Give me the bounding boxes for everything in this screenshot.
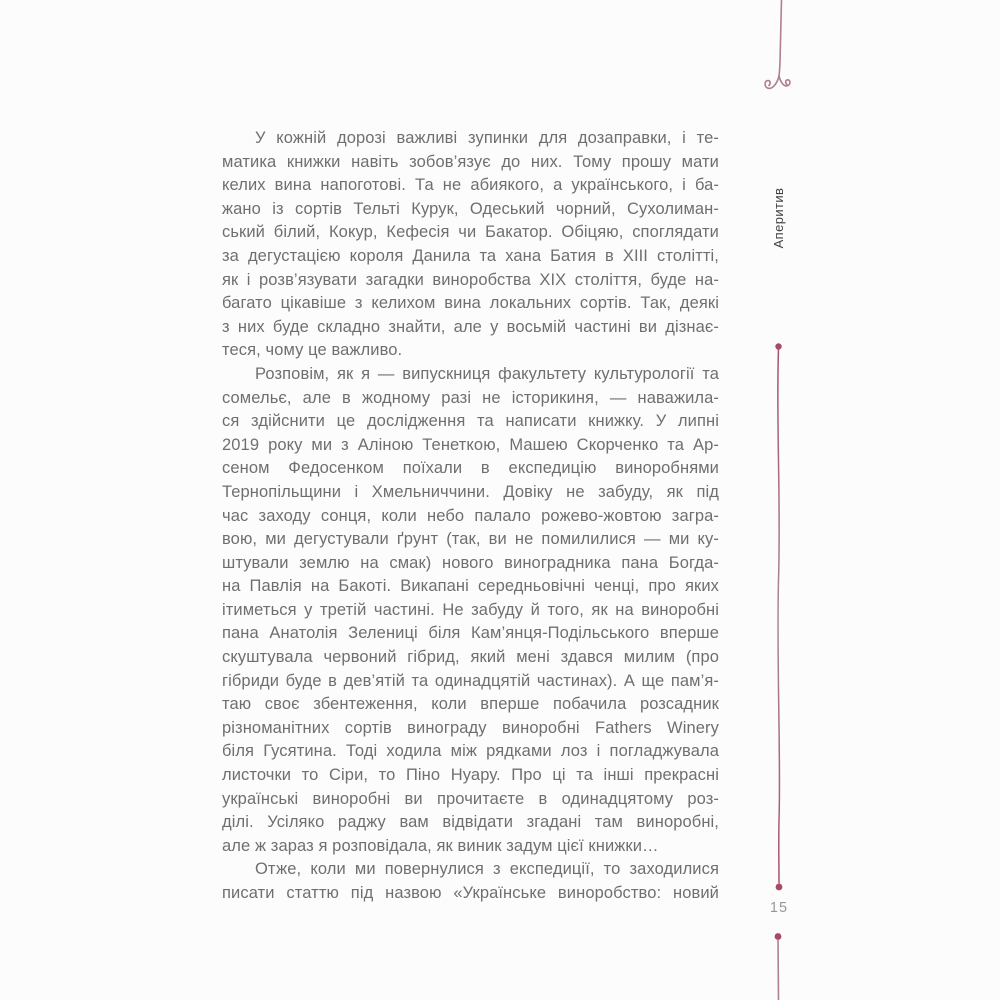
vine-ornament-middle-icon bbox=[775, 343, 782, 890]
text-line: ділі. Усіляко раджу вам відвідати згадані там виноробні, bbox=[222, 813, 719, 832]
text-line: Тернопільщини і Хмельниччини. Довіку не забуду, як під bbox=[222, 482, 719, 501]
text-line: пана Анатолія Зелениці біля Кам’янця-Подільського вперше bbox=[222, 624, 719, 643]
page-number: 15 bbox=[769, 900, 789, 916]
text-line: з них буде складно знайти, але у восьмій частині ви дізнає- bbox=[222, 317, 719, 336]
text-line: гібриди буде в дев’ятій та одинадцятій частинах). А ще пам’я- bbox=[222, 671, 719, 690]
text-line: Отже, коли ми повернулися з експедиції, то заходилися bbox=[255, 860, 719, 879]
text-line: ітиметься у третій частині. Не забуду й того, як на виноробні bbox=[222, 600, 719, 619]
text-line: жано із сортів Тельті Курук, Одеський чорний, Сухолиман- bbox=[222, 199, 719, 218]
text-line: вою, ми дегустували ґрунт (так, ви не помилилися — ми ку- bbox=[222, 530, 719, 549]
text-line: штували землю на смак) нового виноградника пана Богда- bbox=[222, 553, 719, 572]
vine-ornament-icon bbox=[750, 0, 810, 1000]
text-line: за дегустацією короля Данила та хана Батия в XIII столітті, bbox=[222, 246, 719, 265]
text-line: ський білий, Кокур, Кефесія чи Бакатор. Обіцяю, споглядати bbox=[222, 223, 719, 242]
text-block bbox=[222, 127, 719, 906]
text-line: на Павлія на Бакоті. Викапані середньовічні ченці, про яких bbox=[222, 577, 719, 596]
text-line: скуштувала червоний гібрид, який мені здався милим (про bbox=[222, 648, 719, 667]
text-line: листочки то Сіри, то Піно Нуару. Про ці та інші прекрасні bbox=[222, 766, 719, 785]
text-line: сеном Федосенком поїхали в експедицію виноробнями bbox=[222, 459, 719, 478]
text-line: час заходу сонця, коли небо палало рожево-жовтою загра- bbox=[222, 506, 719, 525]
paragraph bbox=[222, 363, 719, 858]
paragraph bbox=[222, 858, 719, 905]
text-line: як і розв’язувати загадки виноробства XIX століття, буде на- bbox=[222, 270, 719, 289]
text-line: різноманітних сортів винограду виноробні Fathers Winery bbox=[222, 718, 719, 737]
text-line: але ж зараз я розповідала, як виник задум цієї книжки… bbox=[222, 836, 659, 855]
vine-ornament-bottom-icon bbox=[775, 933, 782, 1000]
text-line: біля Гусятина. Тоді ходила між рядками лоз і погладжувала bbox=[222, 742, 719, 761]
text-line: багато цікавіше з келихом вина локальних сортів. Так, деякі bbox=[222, 294, 719, 313]
vine-ornament-top-icon bbox=[765, 0, 790, 88]
text-line: українські виноробні ви прочитаєте в одинадцятому роз- bbox=[222, 789, 719, 808]
text-line: таю своє збентеження, коли вперше побачила розсадник bbox=[222, 695, 719, 714]
text-line: келих вина напоготові. Та не абиякого, а українського, і ба- bbox=[222, 176, 719, 195]
chapter-sidebar-label: Аперитив bbox=[771, 187, 786, 249]
text-line: писати статтю під назвою «Українське виноробство: новий bbox=[222, 884, 719, 902]
paragraph bbox=[222, 127, 719, 363]
text-line: У кожній дорозі важливі зупинки для дозаправки, і те- bbox=[255, 129, 719, 147]
text-line: матика книжки навіть зобов’язує до них. Тому прошу мати bbox=[222, 152, 719, 171]
text-line: 2019 року ми з Аліною Тенеткою, Машею Скорченко та Ар- bbox=[222, 435, 719, 454]
text-line: ся здійснити це дослідження та написати книжку. У липні bbox=[222, 412, 719, 431]
text-line: сомельє, але в жодному разі не історикиня, — наважила- bbox=[222, 388, 719, 407]
text-line: Розповім, як я — випускниця факультету культурології та bbox=[255, 364, 719, 383]
text-line: теся, чому це важливо. bbox=[222, 341, 403, 360]
